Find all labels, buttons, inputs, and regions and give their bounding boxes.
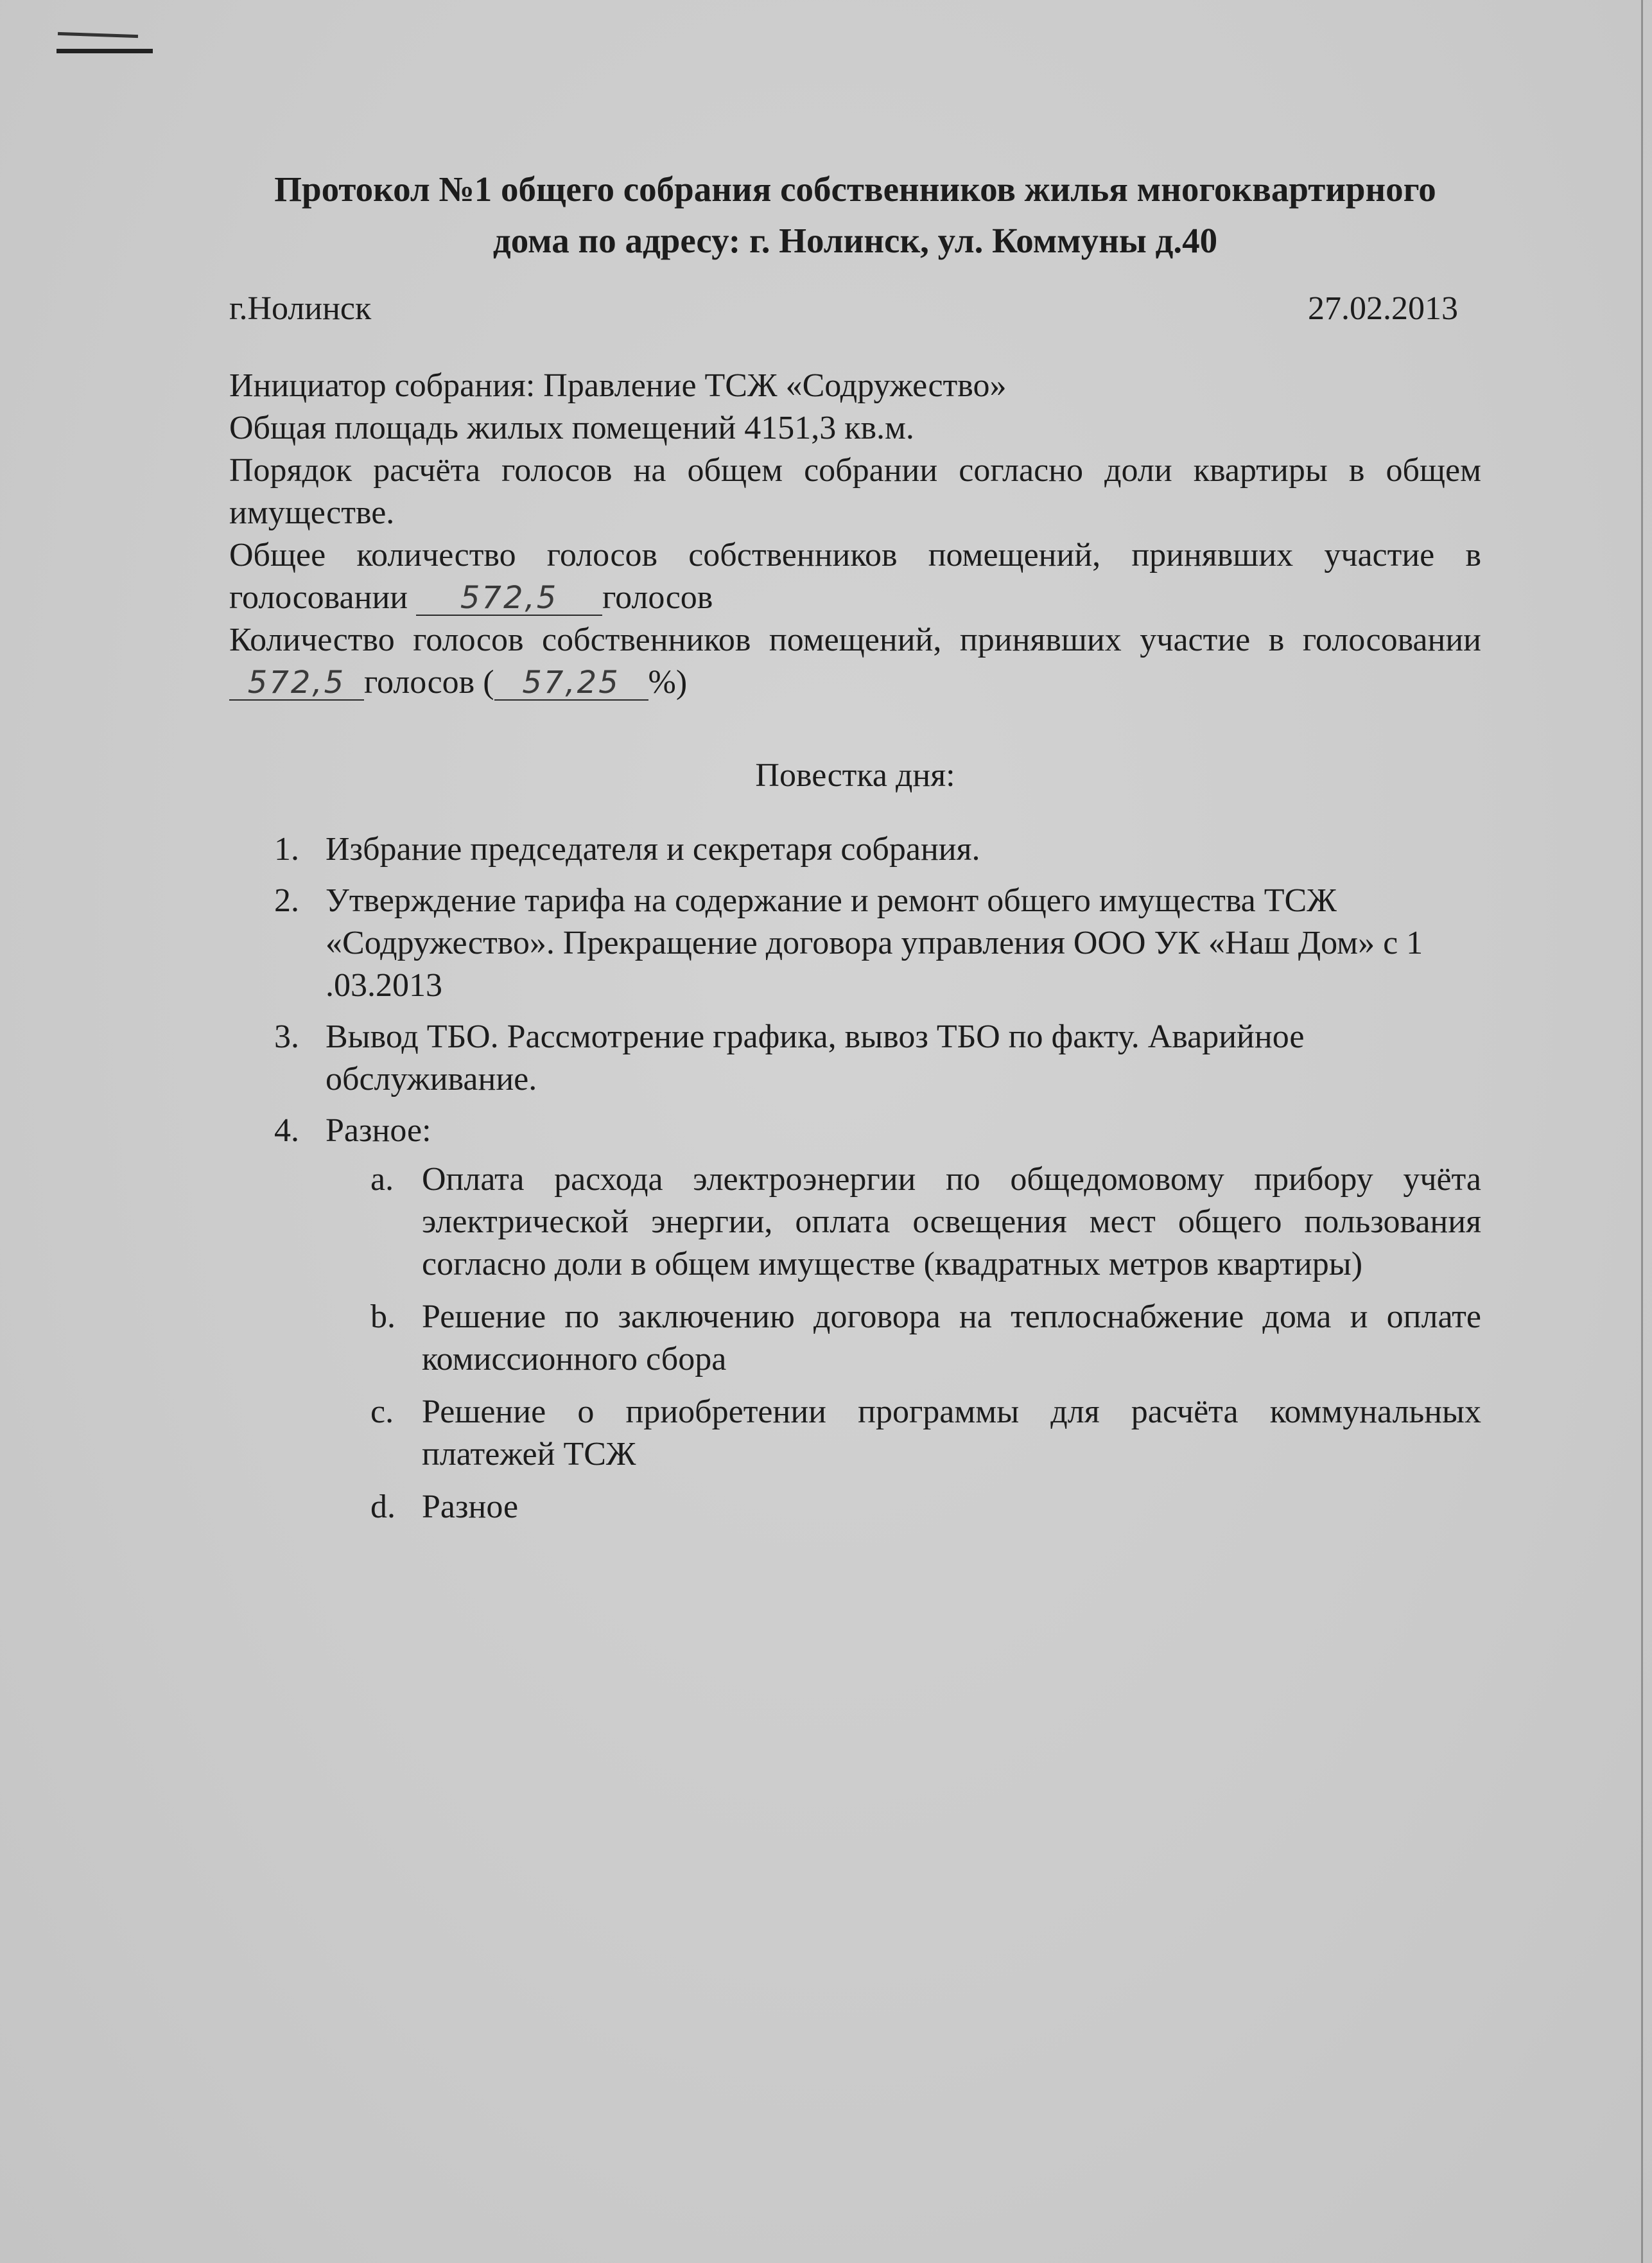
agenda-sub-item-letter: a. xyxy=(370,1161,394,1198)
document-title xyxy=(229,164,1481,266)
agenda-sub-item xyxy=(370,1486,1481,1528)
agenda-sub-item-text: Решение по заключению договора на теплоснабжение дома и оплате комиссионного сбора xyxy=(422,1298,1481,1377)
agenda-sub-item-text: Решение о приобретении программы для расчёта коммунальных платежей ТСЖ xyxy=(422,1394,1481,1472)
agenda-item-number: 3. xyxy=(274,1018,299,1055)
agenda-sub-item-text: Разное xyxy=(422,1489,519,1525)
votes-count xyxy=(229,619,1481,704)
percent-blank xyxy=(494,666,648,701)
agenda-sub-item-letter: b. xyxy=(370,1298,396,1335)
agenda-sub-list xyxy=(326,1158,1481,1528)
votes-prefix: Количество голосов собственников помещений, принявших участие в голосовании xyxy=(229,622,1481,658)
place: г.Нолинск xyxy=(229,290,372,327)
agenda-sub-item-letter: c. xyxy=(370,1394,394,1430)
total-votes-suffix: голосов xyxy=(602,579,713,616)
votes-suffix: %) xyxy=(648,664,688,701)
agenda-item-number: 2. xyxy=(274,882,299,919)
agenda-item-text: Разное: xyxy=(326,1112,431,1149)
votes-blank xyxy=(229,666,364,701)
total-area: Общая площадь жилых помещений 4151,3 кв.м. xyxy=(229,410,914,446)
agenda-sub-item xyxy=(370,1296,1481,1381)
agenda-item-text: Вывод ТБО. Рассмотрение графика, вывоз ТБО по факту. Аварийное обслуживание. xyxy=(326,1018,1305,1097)
total-votes xyxy=(229,534,1481,619)
total-votes-prefix: Общее количество голосов собственников помещений, принявших участие в голосовании xyxy=(229,537,1481,616)
percent-handwritten: 57,25 xyxy=(522,665,620,701)
total-votes-handwritten: 572,5 xyxy=(460,580,559,616)
title-line-1: Протокол №1 общего собрания собственников жилья многоквартирного xyxy=(274,170,1436,209)
total-votes-blank xyxy=(416,581,602,616)
title-line-2: дома по адресу: г. Нолинск, ул. Коммуны д.40 xyxy=(492,221,1218,260)
agenda-item xyxy=(274,828,1481,871)
votes-handwritten: 572,5 xyxy=(247,665,346,701)
agenda-sub-item xyxy=(370,1158,1481,1286)
agenda-item xyxy=(274,1110,1481,1528)
agenda-item-text: Избрание председателя и секретаря собрания. xyxy=(326,831,980,868)
agenda-item-number: 4. xyxy=(274,1112,299,1149)
agenda-heading: Повестка дня: xyxy=(755,757,955,794)
agenda-item-text: Утверждение тарифа на содержание и ремонт общего имущества ТСЖ «Содружество». Прекращение договора управления ООО УК «Наш Дом» с 1 .03.2013 xyxy=(326,882,1423,1004)
agenda-sub-item xyxy=(370,1391,1481,1476)
initiator: Инициатор собрания: Правление ТСЖ «Содружество» xyxy=(229,367,1007,404)
agenda-sub-item-letter: d. xyxy=(370,1489,396,1525)
agenda-item xyxy=(274,1016,1481,1101)
meeting-info xyxy=(229,365,1481,704)
agenda-list xyxy=(229,828,1481,1539)
vote-order: Порядок расчёта голосов на общем собрании согласно доли квартиры в общем имуществе. xyxy=(229,452,1481,531)
votes-middle: голосов ( xyxy=(364,664,494,701)
agenda-sub-item-text: Оплата расхода электроэнергии по общедомовому прибору учёта электрической энергии, оплата освещения мест общего пользования согласно доли в общем имуществе (квадратных метров квартиры) xyxy=(422,1161,1481,1282)
scan-edge xyxy=(1641,0,1643,2263)
agenda-item-number: 1. xyxy=(274,831,299,868)
agenda-item xyxy=(274,880,1481,1007)
date: 27.02.2013 xyxy=(1308,290,1458,327)
